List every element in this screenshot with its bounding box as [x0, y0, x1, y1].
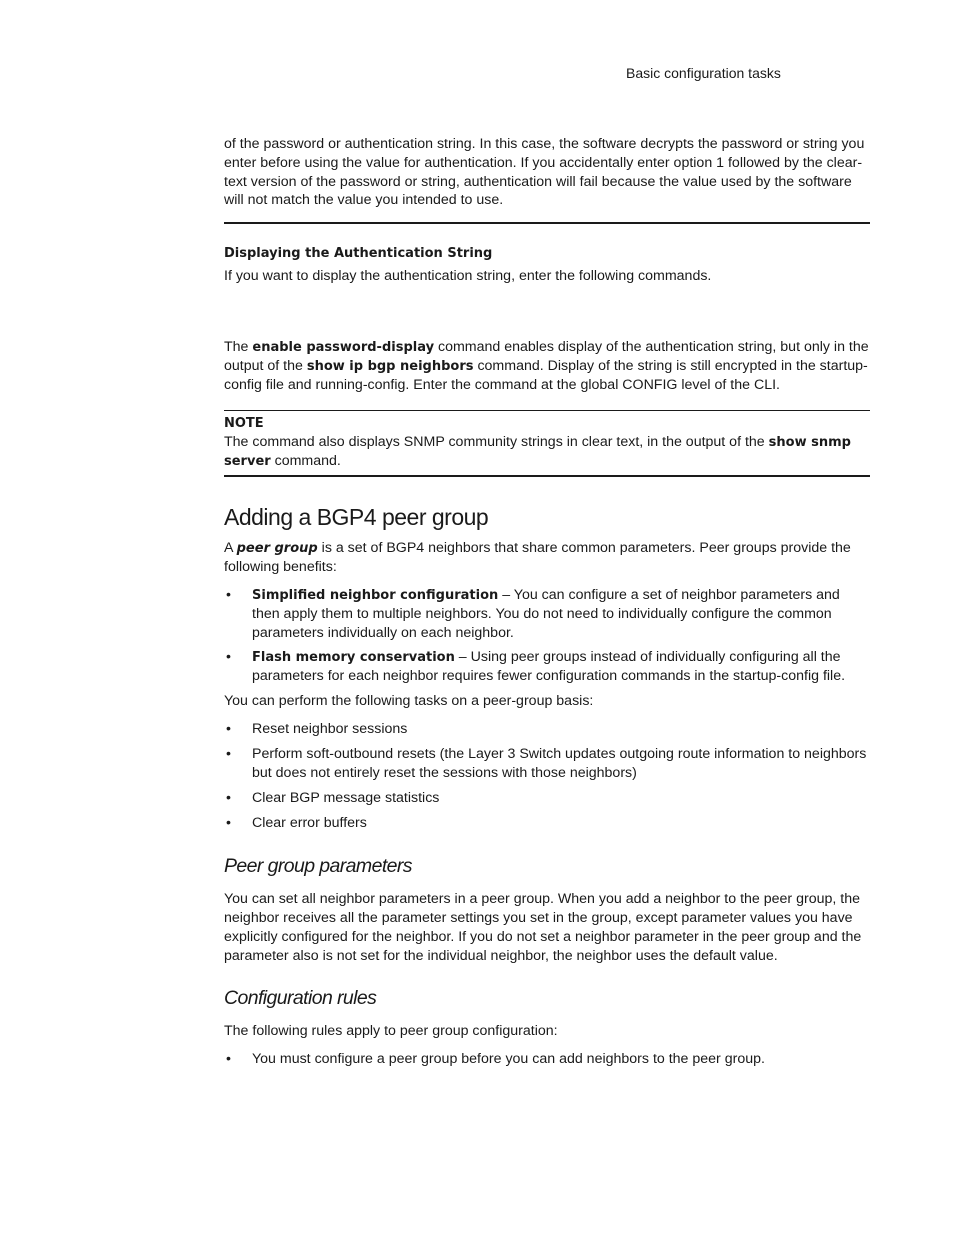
section-title: Adding a BGP4 peer group — [224, 504, 489, 531]
tasks-list — [224, 720, 870, 833]
enable-password-paragraph: The enable password-display command enables display of the authentication string, but only in the output of the show ip bgp neighbors command. Display of the string is still encrypted in the startup-config file and running-config. Enter the command at the global CONFIG level of the CLI. — [224, 339, 869, 394]
page-content — [224, 135, 870, 1069]
running-header: Basic configuration tasks — [626, 65, 781, 81]
bullet-icon: • — [226, 746, 231, 763]
bullet-icon: • — [226, 649, 231, 666]
list-item: • Simplified neighbor configuration – You can configure a set of neighbor parameters and then apply them to multiple neighbors. You do not need to individually configure the common parameters individually on each neighbor. — [226, 587, 840, 642]
display-auth-text: If you want to display the authentication string, enter the following commands. — [224, 268, 712, 285]
bullet-icon: • — [226, 790, 231, 807]
tasks-intro: You can perform the following tasks on a peer-group basis: — [224, 693, 594, 710]
list-item: • Flash memory conservation – Using peer groups instead of individually configuring all the parameters for each neighbor requires fewer configuration commands in the startup-config file. — [226, 649, 846, 685]
bullet-icon: • — [226, 721, 231, 738]
list-item: • You must configure a peer group before you can add neighbors to the peer group. — [226, 1051, 765, 1068]
rules-intro: The following rules apply to peer group configuration: — [224, 1023, 558, 1040]
subsection-title: Peer group parameters — [224, 855, 412, 878]
bullet-icon: • — [226, 815, 231, 832]
benefits-list — [224, 586, 870, 686]
intro-paragraph: of the password or authentication string. In this case, the software decrypts the password or string you enter before using the value for authentication. If you accidentally enter option 1 followed by the clear-text version of the password or string, authentication will fail because the value used by the software will not match the value you intended to use. — [224, 136, 865, 209]
command-name: show ip bgp neighbors — [306, 359, 474, 375]
display-auth-heading: Displaying the Authentication String — [224, 246, 493, 262]
command-name: enable password-display — [252, 340, 435, 356]
note-text: The command also displays SNMP community strings in clear text, in the output of the show snmp server command. — [224, 434, 851, 470]
list-item: • Clear error buffers — [226, 815, 367, 832]
peer-group-intro: A peer group is a set of BGP4 neighbors that share common parameters. Peer groups provide the following benefits: — [224, 540, 851, 576]
list-item: • Reset neighbor sessions — [226, 721, 408, 738]
parameters-text: You can set all neighbor parameters in a peer group. When you add a neighbor to the peer group, the neighbor receives all the parameter settings you set in the group, except parameter values you have explicitly configured for the neighbor. If you do not set a neighbor parameter in the peer group and the parameter also is not set for the individual neighbor, the neighbor uses the default value. — [224, 891, 862, 964]
bullet-icon: • — [226, 587, 231, 604]
bullet-icon: • — [226, 1051, 231, 1068]
note-label: NOTE — [224, 416, 264, 432]
list-item: • Perform soft-outbound resets (the Layer 3 Switch updates outgoing route information to neighbors but does not entirely reset the sessions with those neighbors) — [226, 746, 867, 782]
command-name: show snmp server — [224, 435, 851, 470]
list-item: • Clear BGP message statistics — [226, 790, 440, 807]
defined-term: peer group — [236, 541, 318, 557]
rules-list — [224, 1050, 870, 1069]
subsection-title: Configuration rules — [224, 987, 377, 1010]
